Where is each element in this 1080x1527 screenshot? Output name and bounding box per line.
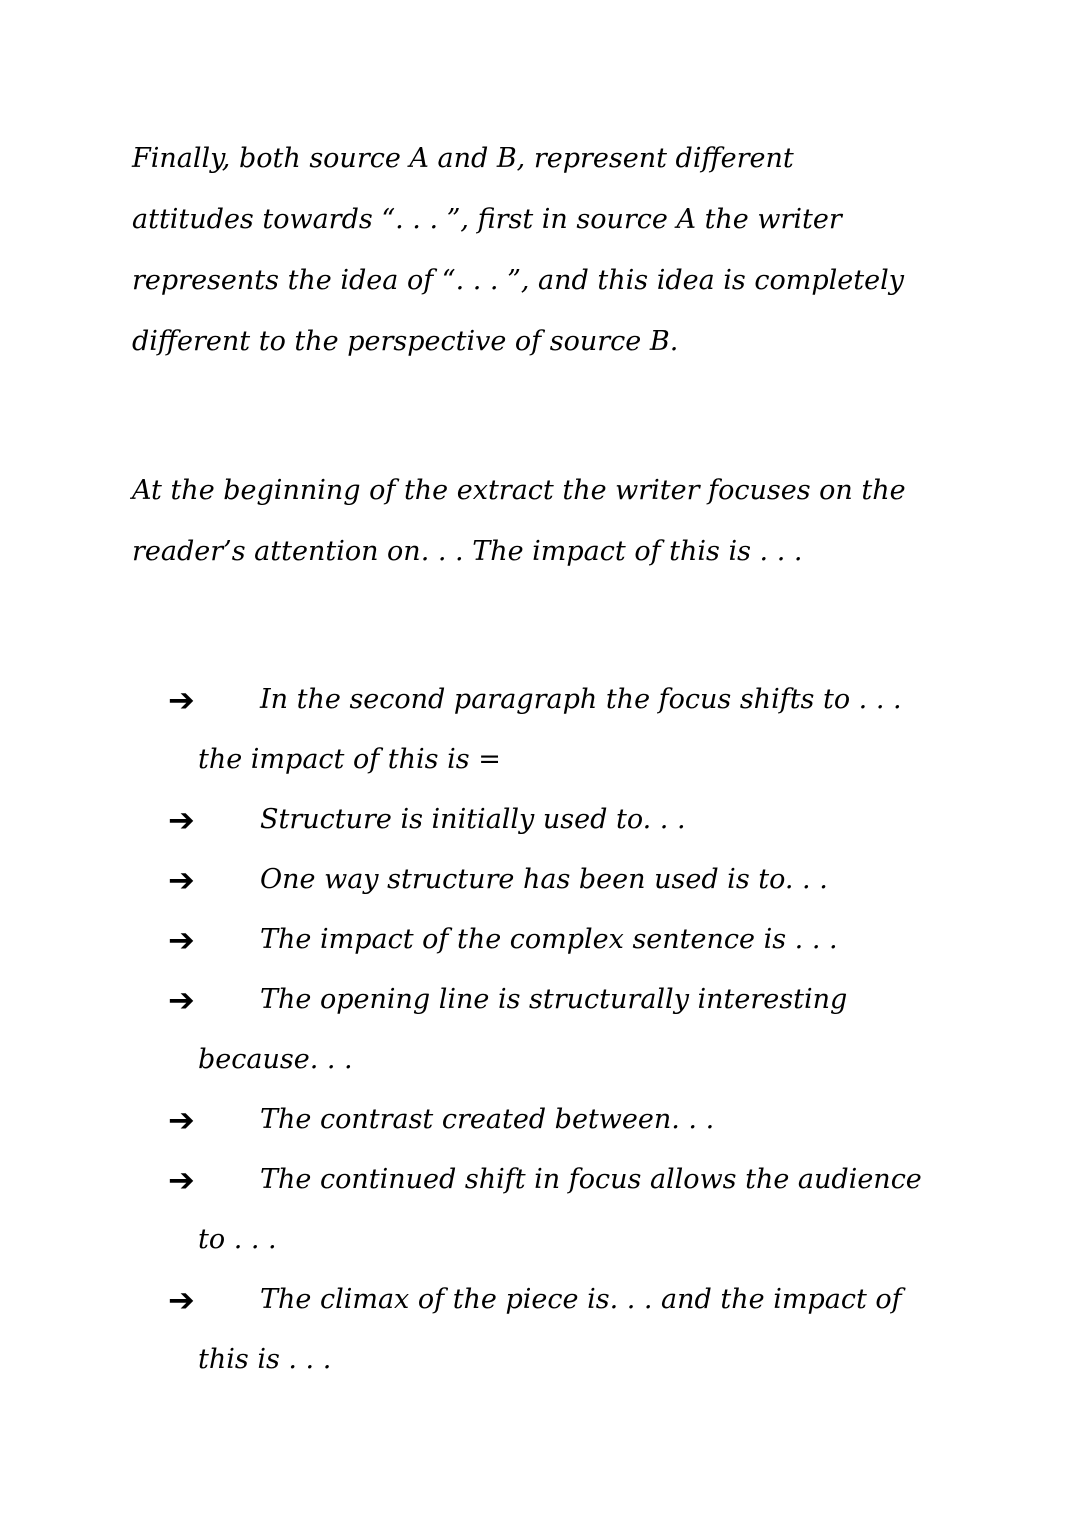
arrow-right-icon: ➔ <box>168 981 195 1019</box>
bullet-item <box>160 670 980 790</box>
bullet-item <box>160 910 980 970</box>
bullet-text: One way structure has been used is to. . . <box>260 864 828 895</box>
bullet-text: The continued shift in focus allows the audience <box>260 1164 922 1195</box>
paragraph-line: Finally, both source A and B, represent different <box>132 143 794 174</box>
paragraph-line: attitudes towards “. . . ”, first in source A the writer <box>132 204 842 235</box>
arrow-right-icon: ➔ <box>168 681 195 719</box>
paragraph-line: reader’s attention on. . . The impact of this is . . . <box>132 536 803 567</box>
bullet-item <box>160 970 980 1090</box>
bullet-text: The climax of the piece is. . . and the impact of <box>260 1284 902 1315</box>
bullet-item <box>160 1090 980 1150</box>
arrow-right-icon: ➔ <box>168 861 195 899</box>
bullet-continuation: this is . . . <box>198 1344 332 1375</box>
bullet-text: In the second paragraph the focus shifts to . . . <box>260 684 902 715</box>
arrow-right-icon: ➔ <box>168 801 195 839</box>
structure-bullet-list <box>160 670 980 1390</box>
paragraph-comparison <box>132 128 952 372</box>
bullet-continuation: because. . . <box>198 1044 353 1075</box>
bullet-item <box>160 850 980 910</box>
bullet-text: The contrast created between. . . <box>260 1104 715 1135</box>
bullet-item <box>160 790 980 850</box>
paragraph-line: represents the idea of “. . . ”, and this idea is completely <box>132 265 904 296</box>
bullet-text: The impact of the complex sentence is . . . <box>260 924 838 955</box>
bullet-item <box>160 1150 980 1270</box>
arrow-right-icon: ➔ <box>168 1101 195 1139</box>
arrow-right-icon: ➔ <box>168 921 195 959</box>
bullet-item <box>160 1270 980 1390</box>
paragraph-beginning <box>132 460 952 582</box>
bullet-continuation: to . . . <box>198 1224 277 1255</box>
arrow-right-icon: ➔ <box>168 1281 195 1319</box>
paragraph-line: At the beginning of the extract the writer focuses on the <box>132 475 906 506</box>
bullet-text: The opening line is structurally interesting <box>260 984 848 1015</box>
bullet-continuation: the impact of this is = <box>198 744 501 775</box>
bullet-text: Structure is initially used to. . . <box>260 804 686 835</box>
arrow-right-icon: ➔ <box>168 1161 195 1199</box>
paragraph-line: different to the perspective of source B. <box>132 326 679 357</box>
